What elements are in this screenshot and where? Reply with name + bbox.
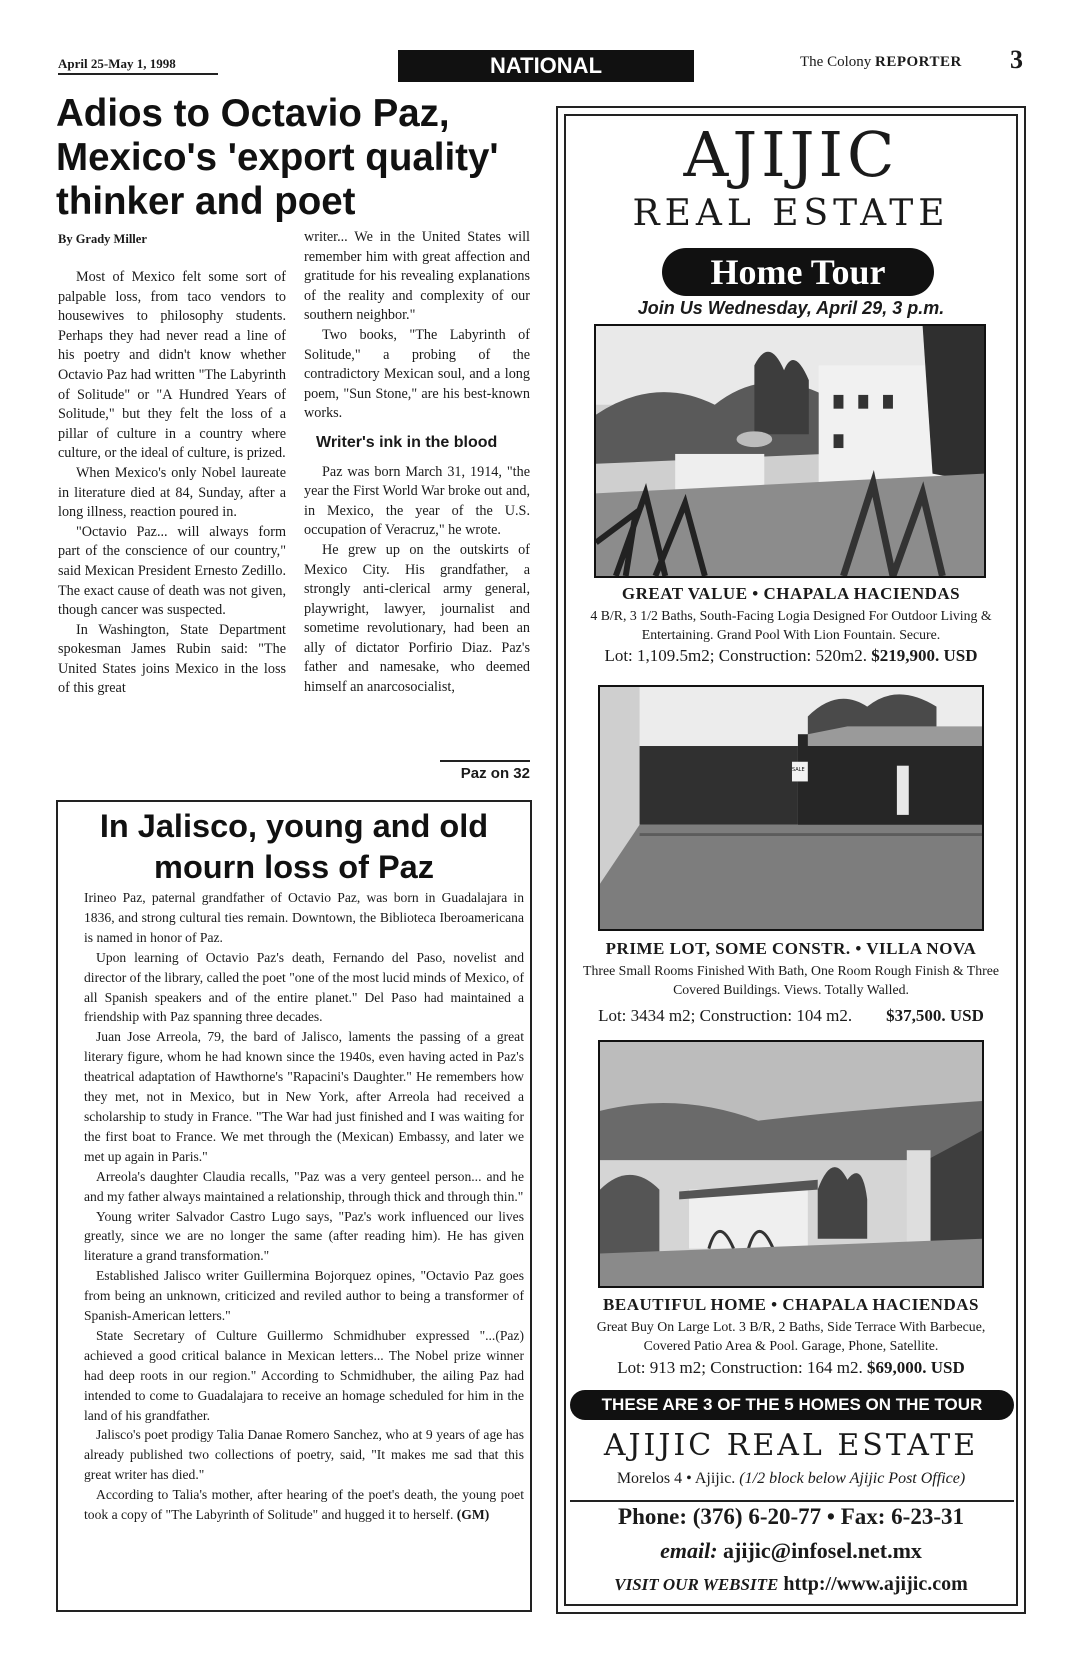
listing-2-lot: Lot: 3434 m2; Construction: 104 m2. — [598, 1006, 887, 1025]
article-paragraph: Most of Mexico felt some sort of palpable loss, from taco vendors to housewives to philosophy students. Perhaps they had never read a line of his poetry and didn't know whether Octavio Paz had written "The Labyrinth of Solitude" or "A Hundred Years of Solitude," but they felt the loss of a pillar of culture in a country where culture, or the ideal of culture, is prized. — [58, 269, 286, 462]
website-url[interactable]: http://www.ajijic.com — [783, 1573, 968, 1595]
article-paragraph: Two books, "The Labyrinth of Solitude," a probing of the contradictory Mexican soul, and a long poem, "Sun Stone," are his best-known works. — [304, 326, 530, 422]
address-note: (1/2 block below Ajijic Post Office) — [739, 1470, 966, 1487]
contact-divider — [570, 1500, 1014, 1502]
section-banner: NATIONAL — [398, 50, 694, 82]
listing-3-lot: Lot: 913 m2; Construction: 164 m2. — [617, 1358, 868, 1377]
agency-address — [566, 1470, 1016, 1488]
story-paragraph: Juan Jose Arreola, 79, the bard of Jalisco, laments the passing of a great literary figure, whom he had known since the 1940s, even having acted in Paz's theatrical adaptation of Hawthorne's "Rapacini's Daughter." He remembers how they met, not in Mexico, but in New York, after Arreola had received a scholarship to study in France. "The War had just finished and I was waiting for the first boat to France. We met through the (Mexican) Embassy, and later we met up again in Paris." — [84, 1029, 524, 1164]
story-signoff: (GM) — [456, 1507, 490, 1523]
tour-date-line: Join Us Wednesday, April 29, 3 p.m. — [637, 298, 945, 318]
article-column-1 — [58, 268, 286, 699]
newspaper-name-main: REPORTER — [875, 54, 962, 70]
continued-jump-line: Paz on 32 — [440, 760, 530, 782]
story-paragraph: Established Jalisco writer Guillermina Bojorquez opines, "Octavio Paz goes from being an unknown, criticized and reviled author to being a transformer of Spanish-American letters." — [84, 1268, 524, 1324]
page-number: 3 — [1010, 45, 1023, 74]
article-subhead: Writer's ink in the blood — [316, 433, 498, 451]
story-paragraph — [84, 1485, 524, 1525]
listing-1-price: $219,900. USD — [871, 646, 978, 665]
house-photo-2 — [598, 685, 984, 931]
listing-3-title: BEAUTIFUL HOME • CHAPALA HACIENDAS — [603, 1295, 979, 1314]
home-tour-pill: Home Tour — [662, 248, 934, 296]
address-text: Morelos 4 • Ajijic. — [616, 1470, 736, 1487]
house-photo-3 — [598, 1040, 984, 1288]
listing-2-title: PRIME LOT, SOME CONSTR. • VILLA NOVA — [605, 939, 977, 958]
article-column-2 — [304, 228, 530, 698]
story-paragraph: Arreola's daughter Claudia recalls, "Paz was a very genteel person... and he and my father always maintained a relationship, through thick and through thin." — [84, 1168, 524, 1204]
phone-fax: Phone: (376) 6-20-77 • Fax: 6-23-31 — [618, 1504, 964, 1529]
email-line — [566, 1538, 1016, 1564]
listing-3-lot-price — [576, 1358, 1006, 1378]
listing-1-lot: Lot: 1,109.5m2; Construction: 520m2. — [604, 646, 872, 665]
listing-1-description: 4 B/R, 3 1/2 Baths, South-Facing Logia Designed For Outdoor Living & Entertaining. Grand Pool With Lion Fountain. Secure. — [590, 608, 992, 642]
listing-3-price: $69,000. USD — [867, 1358, 965, 1377]
house-photo-1 — [594, 324, 986, 578]
article-paragraph: When Mexico's only Nobel laureate in literature died at 84, Sunday, after a long illness, reaction poured in. — [58, 464, 286, 521]
article-paragraph: writer... We in the United States will remember him with great affection and gratitude for his revealing explanations of the reality and complexity of our southern neighbor." — [304, 229, 530, 324]
story-paragraph: Jalisco's poet prodigy Talia Danae Romero Sanchez, who at 9 years of age has already published two collections of poetry, said, "It makes me sad that this great writer has died." — [84, 1427, 524, 1483]
story-paragraph: State Secretary of Culture Guillermo Schmidhuber expressed "...(Paz) achieved a good critical balance in Mexican letters... The Nobel prize winner had deep roots in our region." According to Schmidhuber, the ailing Paz had intended to come to Guadalajara to receive an homage scheduled for him in the land of his grandfather. — [84, 1327, 524, 1423]
article-headline: Adios to Octavio Paz, Mexico's 'export quality' thinker and poet — [56, 92, 499, 223]
article-paragraph: He grew up on the outskirts of Mexico City. His grandfather, a strongly anti-clerical army general, playwright, lawyer, journalist and sometime revolutionary, had been an ally of dictator Porfirio Diaz. Paz's father and namesake, who deemed himself an anarcosocialist, — [304, 541, 530, 696]
listing-1-lot-price — [576, 646, 1006, 666]
tour-banner: THESE ARE 3 OF THE 5 HOMES ON THE TOUR — [570, 1390, 1014, 1420]
story-paragraph: Young writer Salvador Castro Lugo says, "Paz's work influenced our lives greatly, since we are no longer the same (after reading him). He has given literature a grand transformation." — [84, 1208, 524, 1264]
issue-date: April 25-May 1, 1998 — [58, 56, 218, 75]
ad-logo-footer: AJIJIC REAL ESTATE — [603, 1428, 979, 1463]
listing-3-description: Great Buy On Large Lot. 3 B/R, 2 Baths, Side Terrace With Barbecue, Covered Patio Area & Pool. Garage, Phone, Satellite. — [596, 1319, 986, 1353]
ad-logo-bottom: REAL ESTATE — [632, 193, 950, 234]
newspaper-name-prefix: The Colony — [800, 54, 875, 70]
article-paragraph: "Octavio Paz... will always form part of the conscience of our country," said Mexican President Ernesto Zedillo. The exact cause of death was not given, though cancer was suspected. — [58, 523, 286, 619]
listing-2-description: Three Small Rooms Finished With Bath, One Room Rough Finish & Three Covered Buildings. Views. Totally Walled. — [583, 963, 999, 997]
website-label: VISIT OUR WEBSITE — [614, 1575, 779, 1594]
website-line — [566, 1573, 1016, 1596]
email-label: email: — [660, 1538, 718, 1563]
listing-1-title: GREAT VALUE • CHAPALA HACIENDAS — [621, 584, 961, 603]
listing-2-price: $37,500. USD — [886, 1006, 984, 1025]
sidebar-story-headline: In Jalisco, young and old mourn loss of Paz — [99, 808, 489, 885]
listing-2-lot-price — [576, 1006, 1006, 1026]
story-last-paragraph: According to Talia's mother, after hearing of the poet's death, the young poet took a copy of "The Labyrinth of Solitude" and hugged it to herself. — [84, 1487, 524, 1523]
sale-sign: SALE — [792, 767, 805, 773]
article-byline: By Grady Miller — [58, 232, 147, 246]
story-paragraph: Upon learning of Octavio Paz's death, Fernando del Paso, novelist and director of the library, called the poet "one of the most lucid minds of Mexico, of all Spanish speakers and of the entire planet." Del Paso had maintained a friendship with Paz spanning three decades. — [84, 949, 524, 1025]
sidebar-story-body — [84, 888, 524, 1525]
newspaper-name — [800, 54, 962, 71]
ad-logo-top: AJIJIC — [683, 118, 899, 191]
email-address[interactable]: ajijic@infosel.net.mx — [723, 1538, 922, 1563]
story-paragraph: Irineo Paz, paternal grandfather of Octavio Paz, was born in Guadalajara in 1836, and strong cultural ties remain. Downtown, the Biblioteca Iberoamericana is named in honor of Paz. — [84, 890, 524, 945]
article-paragraph: In Washington, State Department spokesman James Rubin said: "The United States joins Mexico in the loss of this great — [58, 621, 286, 697]
article-paragraph: Paz was born March 31, 1914, "the year the First World War broke out and, in Mexico, the year of the U.S. occupation of Veracruz," he wrote. — [304, 463, 530, 539]
